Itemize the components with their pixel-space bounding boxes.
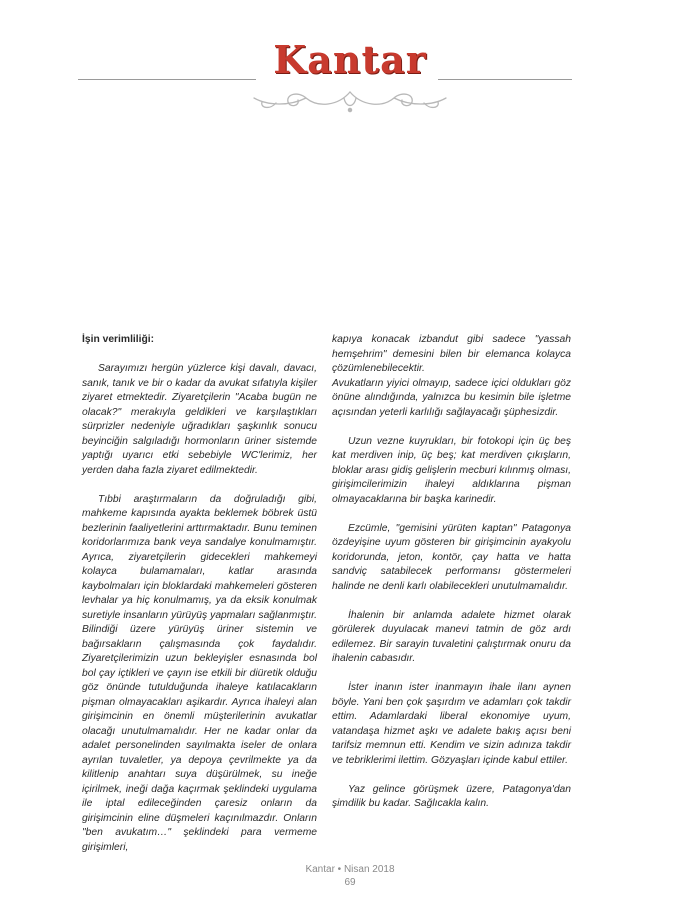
page-number: 69: [344, 877, 356, 888]
paragraph: İster inanın ister inanmayın ihale ilanı aynen böyle. Yani ben çok şaşırdım ve adamları çok takdir ettim. Adamlardaki liberal ekonomiye uyum, vatandaşa hizmet aşkı ve adalete bakış açısı beni tarifsiz memnun etti. Kendim ve sizin adınıza takdir ve tebriklerimi ilettim. Gözyaşları içinde kabul ettiler.: [332, 682, 571, 766]
flourish-ornament: [246, 86, 454, 114]
paragraph: Sarayımızı hergün yüzlerce kişi davalı, davacı, sanık, tanık ve bir o kadar da avukat sıfatıyla kişiler ziyaret etmektedir. Ziyaretçilerin "Acaba bugün ne olacak?" merakıyla geldikleri ve karşılaştıkları sürprizler nedeniyle uğradıkları şaşkınlık sonucu beyinciğin salgıladığı hormonların üriner sistemde yaptığı uyarıcı etki sebebiyle WC'lerimiz, her yerden daha fazla ziyaret edilmektedir.: [82, 363, 317, 476]
paragraph: Uzun vezne kuyrukları, bir fotokopi için üç beş kat merdiven inip, üç beş; kat merdiven çıkışların, bloklar arası gidiş gelişlerin mecburi kılınmış olması, girişimcilerimizin ihaleyi aldıklarına pişman olmayacaklarına bir başka karinedir.: [332, 435, 571, 505]
paragraph: Avukatların yiyici olmayıp, sadece içici oldukları göz önüne alındığında, yalnızca bu kesimin bile işletme açısından yeterli karlılığı sağlayacağı şüphesizdir.: [332, 377, 571, 418]
page-footer: [0, 863, 700, 889]
paragraph: Tıbbi araştırmaların da doğruladığı gibi, mahkeme kapısında ayakta beklemek böbrek üstü bezlerinin faaliyetlerini arttırmaktadır. Bunu teminen koridorlarımıza bank veya sandalye konulmamıştır. Ayrıca, ziyaretçilerin gidecekleri mahkemeyi kolayca bulamamaları, katlar arasında kaybolmaları için bloklardaki mahkemeleri gösteren levhalar ya hiç konulmamış, ya da eksik konulmak suretiyle insanların yürüyüş yapmaları sağlanmıştır. Bilindiği üzere yürüyüş üriner sistemin ve bağırsakların çalışmasında çok faydalıdır. Ziyaretçilerimizin uzun bekleyişler esnasında bol bol çay içtikleri ve çayın ise etkili bir diüretik olduğu göz önünde tutulduğunda ihaleye katılacakların pişman olmayacakları aşikardır. Ayrıca ihaleyi alan girişimcinin en önemli müşterilerinin avukatlar olacağı unutulmamalıdır. Her ne kadar onlar da adalet personelinden sayılmakta iseler de onlara ayrılan tuvaletler, ya depoya çevrilmekte ya da kilitlenip anahtarı suya düşürülmek, su ineğe içirilmek, ineği dağa kaçırmak şeklindeki uygulama ile iptal edileceğinden çaresiz onların da girişimcinin eline düşmeleri kaçınılmazdır. Onların "ben avukatım…" şeklindeki para vermeme girişimleri,: [82, 493, 317, 853]
paragraph: İhalenin bir anlamda adalete hizmet olarak görülerek duyulacak manevi tatmin de göz ardı edilemez. Bir sarayin tuvaletini çalıştırmak onuru da ihalenin cabasıdır.: [332, 609, 571, 664]
masthead-rule-right: [438, 79, 572, 80]
left-column: [82, 333, 317, 855]
section-heading: İşin verimliliği:: [82, 334, 155, 345]
paragraph: Yaz gelince görüşmek üzere, Patagonya'dan şimdilik bu kadar. Sağlıcakla kalın.: [332, 783, 571, 809]
paragraph: Ezcümle, "gemisini yürüten kaptan" Patagonya özdeyişine uyum gösteren bir girişimcinin ayakyolu koridorunda, jeton, kontör, çay hatta ve hatta sandviç satabilecek performansı göstermeleri halinde ne denli karlı olabilecekleri unutulmamalıdır.: [332, 522, 571, 592]
masthead-rule-left: [78, 79, 256, 80]
masthead-title: Kantar: [273, 37, 427, 82]
paragraph: kapıya konacak izbandut gibi sadece "yassah hemşehrim" demesini bilen bir elemanca kolayca çözümlenebilecektir.: [332, 334, 571, 374]
footer-magazine-issue: Kantar • Nisan 2018: [305, 864, 395, 875]
right-column: [332, 333, 571, 812]
